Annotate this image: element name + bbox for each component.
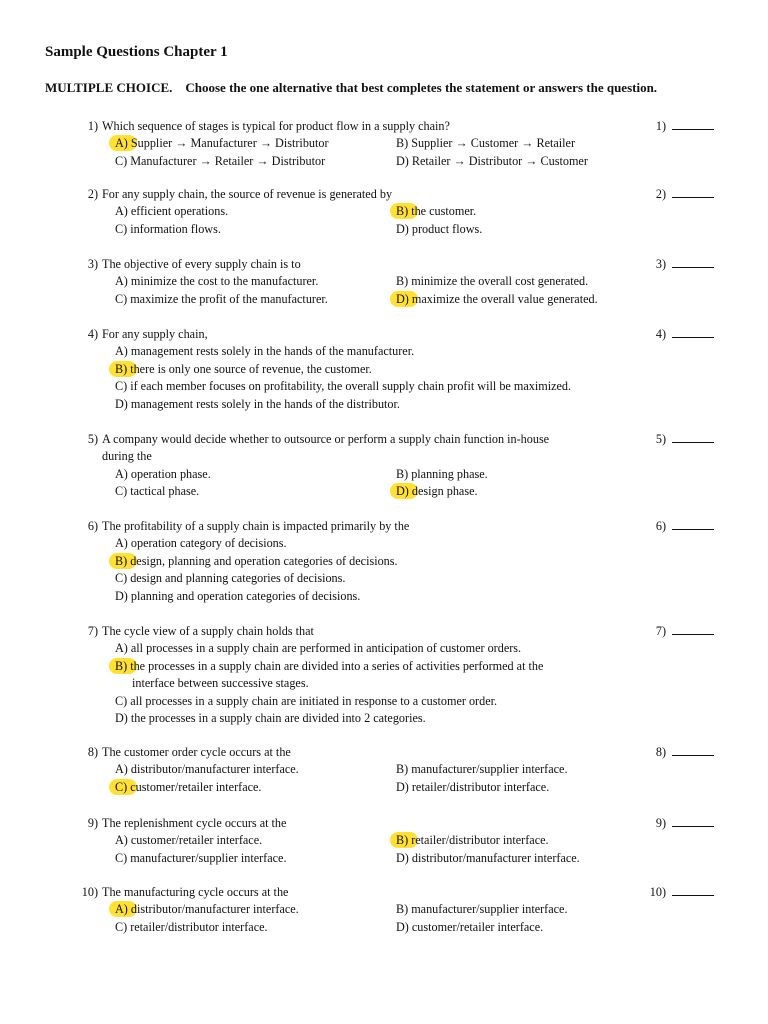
option-text: minimize the cost to the manufacturer.: [130, 274, 319, 289]
option-letter: C): [115, 291, 128, 306]
answer-blank-number: 3): [655, 257, 666, 271]
option-text: management rests solely in the hands of the distributor.: [130, 396, 400, 411]
option-c[interactable]: [115, 693, 497, 710]
question-number: 5): [87, 432, 98, 446]
option-a[interactable]: [115, 640, 521, 657]
option-b[interactable]: [115, 361, 372, 378]
option-text: Manufacturer → Retailer → Distributor: [130, 153, 326, 168]
answer-blank-number: 6): [655, 519, 666, 533]
question-number: 8): [87, 745, 98, 759]
option-b[interactable]: [396, 466, 488, 483]
answer-blank[interactable]: [640, 326, 720, 343]
option-d[interactable]: [396, 153, 588, 170]
answer-blank-line[interactable]: [672, 623, 714, 635]
question-text: The cycle view of a supply chain holds that: [102, 624, 314, 638]
option-letter: D): [396, 850, 409, 865]
option-letter: D): [115, 588, 128, 603]
option-text: distributor/manufacturer interface.: [130, 902, 299, 917]
option-letter: C): [115, 571, 128, 586]
option-letter: D): [115, 396, 128, 411]
option-text: design and planning categories of decisions.: [130, 571, 346, 586]
option-d[interactable]: [115, 588, 360, 605]
option-a[interactable]: [115, 832, 262, 849]
question-text: A company would decide whether to outsource or perform a supply chain function in-house: [102, 432, 550, 446]
question-text-continued: during the: [102, 449, 152, 464]
question-number: 6): [87, 519, 98, 533]
question-text: The replenishment cycle occurs at the: [102, 816, 287, 830]
option-text: the processes in a supply chain are divided into 2 categories.: [130, 711, 426, 725]
question-text: For any supply chain, the source of revenue is generated by: [102, 187, 393, 201]
answer-blank-number: 5): [655, 432, 666, 446]
option-letter-highlighted: A): [115, 901, 128, 918]
option-text: all processes in a supply chain are performed in anticipation of customer orders.: [130, 641, 522, 656]
option-letter: C): [115, 221, 128, 236]
option-letter: D): [396, 919, 409, 934]
option-b[interactable]: [396, 832, 549, 849]
option-text: manufacturer/supplier interface.: [411, 762, 568, 777]
option-letter: A): [115, 762, 128, 777]
option-letter: C): [115, 153, 128, 168]
answer-blank-line[interactable]: [672, 118, 714, 130]
option-letter: A): [115, 274, 128, 289]
option-text: retailer/distributor interface.: [130, 919, 268, 934]
option-text: if each member focuses on profitability, the overall supply chain profit will be maximized.: [130, 379, 572, 394]
question-text: The customer order cycle occurs at the: [102, 745, 291, 759]
option-a[interactable]: [115, 535, 287, 552]
answer-blank[interactable]: [640, 744, 720, 761]
option-text: distributor/manufacturer interface.: [130, 762, 299, 777]
question-number: 10): [81, 885, 98, 899]
option-c[interactable]: [115, 919, 268, 936]
option-letter: B): [396, 274, 409, 289]
option-text: tactical phase.: [130, 484, 200, 499]
option-d[interactable]: [396, 919, 543, 936]
answer-blank-number: 9): [655, 816, 666, 830]
option-text: the processes in a supply chain are divided into a series of activities performed at the: [130, 658, 544, 673]
answer-blank-line[interactable]: [672, 256, 714, 268]
option-d[interactable]: [115, 710, 426, 727]
question-text: For any supply chain,: [102, 327, 208, 341]
question-number: 9): [87, 816, 98, 830]
question-text: The objective of every supply chain is to: [102, 257, 301, 271]
option-text: customer/retailer interface.: [130, 779, 262, 794]
question-number: 7): [87, 624, 98, 638]
question-number: 4): [87, 327, 98, 341]
option-text: planning phase.: [411, 466, 488, 481]
option-text: product flows.: [411, 221, 483, 236]
option-letter: B): [396, 762, 409, 777]
option-text: retailer/distributor interface.: [411, 833, 549, 848]
option-letter-highlighted: D): [396, 291, 409, 308]
option-a[interactable]: [115, 761, 299, 778]
option-d[interactable]: [396, 850, 580, 867]
option-letter: B): [396, 902, 409, 917]
option-text: manufacturer/supplier interface.: [411, 902, 568, 917]
answer-blank-number: 7): [655, 624, 666, 638]
option-letter: D): [396, 779, 409, 794]
answer-blank-number: 1): [655, 119, 666, 133]
option-text: maximize the profit of the manufacturer.: [130, 291, 328, 306]
option-text: all processes in a supply chain are initiated in response to a customer order.: [130, 693, 498, 708]
option-letter: D): [396, 153, 409, 168]
answer-blank[interactable]: [640, 815, 720, 832]
option-text: minimize the overall cost generated.: [411, 274, 589, 289]
option-c[interactable]: [115, 483, 199, 500]
answer-blank[interactable]: [640, 623, 720, 640]
option-text: Supplier → Customer → Retailer: [411, 136, 576, 151]
option-text-continued: interface between successive stages.: [132, 676, 309, 691]
option-text: planning and operation categories of decisions.: [130, 588, 361, 603]
option-c[interactable]: [115, 221, 221, 238]
option-letter-highlighted: C): [115, 779, 127, 796]
option-text: management rests solely in the hands of the manufacturer.: [130, 344, 415, 359]
answer-blank-line[interactable]: [672, 815, 714, 827]
option-letter-highlighted: B): [115, 658, 127, 675]
option-a[interactable]: [115, 135, 329, 152]
answer-blank-line[interactable]: [672, 186, 714, 198]
answer-blank-number: 10): [649, 885, 666, 899]
answer-blank-line[interactable]: [672, 884, 714, 896]
option-letter: A): [115, 204, 128, 219]
option-text: manufacturer/supplier interface.: [130, 850, 287, 865]
option-text: retailer/distributor interface.: [411, 779, 550, 794]
option-letter: C): [115, 919, 128, 934]
option-c[interactable]: [115, 378, 571, 395]
option-text: operation phase.: [130, 466, 211, 481]
option-c[interactable]: [115, 850, 287, 867]
option-b[interactable]: [396, 135, 575, 152]
instructions: MULTIPLE CHOICE. Choose the one alternative that best completes the statement or answers the question.: [45, 80, 658, 95]
question-number: 1): [87, 119, 98, 133]
option-letter: A): [115, 466, 128, 481]
option-text: customer/retailer interface.: [130, 833, 263, 848]
question-text: The profitability of a supply chain is impacted primarily by the: [102, 519, 410, 533]
option-text: customer/retailer interface.: [411, 919, 544, 934]
option-b[interactable]: [396, 273, 588, 290]
option-text: there is only one source of revenue, the customer.: [130, 361, 372, 376]
option-letter: B): [396, 136, 409, 151]
option-letter-highlighted: D): [396, 483, 409, 500]
answer-blank-number: 4): [655, 327, 666, 341]
option-d[interactable]: [396, 779, 549, 796]
option-c[interactable]: [115, 291, 328, 308]
option-letter-highlighted: B): [396, 203, 408, 220]
option-c[interactable]: [115, 570, 345, 587]
option-a[interactable]: [115, 466, 211, 483]
answer-blank[interactable]: [640, 256, 720, 273]
option-letter: A): [115, 833, 128, 848]
option-c[interactable]: [115, 153, 325, 170]
option-text: distributor/manufacturer interface.: [411, 850, 580, 865]
answer-blank[interactable]: [640, 431, 720, 448]
option-text: efficient operations.: [130, 204, 229, 219]
option-letter: C): [115, 484, 128, 499]
answer-blank-number: 8): [655, 745, 666, 759]
option-d[interactable]: [115, 396, 400, 413]
option-d[interactable]: [396, 483, 478, 500]
page-title: Sample Questions Chapter 1: [45, 44, 228, 60]
answer-blank-line[interactable]: [672, 431, 714, 443]
option-b[interactable]: [396, 203, 476, 220]
option-d[interactable]: [396, 291, 598, 308]
question-text: Which sequence of stages is typical for product flow in a supply chain?: [102, 119, 450, 133]
option-text: Supplier → Manufacturer → Distributor: [130, 136, 329, 151]
option-b[interactable]: [396, 901, 568, 918]
answer-blank[interactable]: [640, 186, 720, 203]
answer-blank-line[interactable]: [672, 744, 714, 756]
option-letter: D): [396, 221, 409, 236]
option-letter-highlighted: B): [115, 361, 127, 378]
option-letter: A): [115, 344, 128, 359]
answer-blank-number: 2): [655, 187, 666, 201]
question-text: The manufacturing cycle occurs at the: [102, 885, 289, 899]
option-text: maximize the overall value generated.: [411, 291, 598, 306]
option-text: Retailer → Distributor → Customer: [411, 153, 588, 168]
option-letter: C): [115, 379, 128, 394]
question-number: 2): [87, 187, 98, 201]
answer-blank-line[interactable]: [672, 518, 714, 530]
option-letter: C): [115, 850, 128, 865]
question-number: 3): [87, 257, 98, 271]
option-text: design, planning and operation categories of decisions.: [130, 553, 398, 568]
option-a[interactable]: [115, 901, 299, 918]
answer-blank-line[interactable]: [672, 326, 714, 338]
option-a[interactable]: [115, 273, 318, 290]
answer-blank[interactable]: [640, 118, 720, 135]
option-c[interactable]: [115, 779, 261, 796]
option-letter: A): [115, 641, 128, 656]
option-letter: B): [396, 466, 409, 481]
answer-blank[interactable]: [640, 884, 720, 901]
option-letter-highlighted: B): [396, 832, 408, 849]
option-letter-highlighted: A): [115, 135, 128, 152]
option-letter: A): [115, 536, 128, 551]
option-a[interactable]: [115, 343, 414, 360]
option-b[interactable]: [115, 658, 543, 675]
option-text: design phase.: [411, 484, 478, 499]
option-text: information flows.: [130, 221, 221, 236]
option-b[interactable]: [396, 761, 568, 778]
option-letter: C): [115, 693, 128, 708]
option-b[interactable]: [115, 553, 398, 570]
option-text: operation category of decisions.: [130, 536, 287, 551]
option-letter: D): [115, 711, 128, 725]
answer-blank[interactable]: [640, 518, 720, 535]
option-letter-highlighted: B): [115, 553, 127, 570]
option-a[interactable]: [115, 203, 228, 220]
option-text: the customer.: [411, 204, 477, 219]
option-d[interactable]: [396, 221, 482, 238]
